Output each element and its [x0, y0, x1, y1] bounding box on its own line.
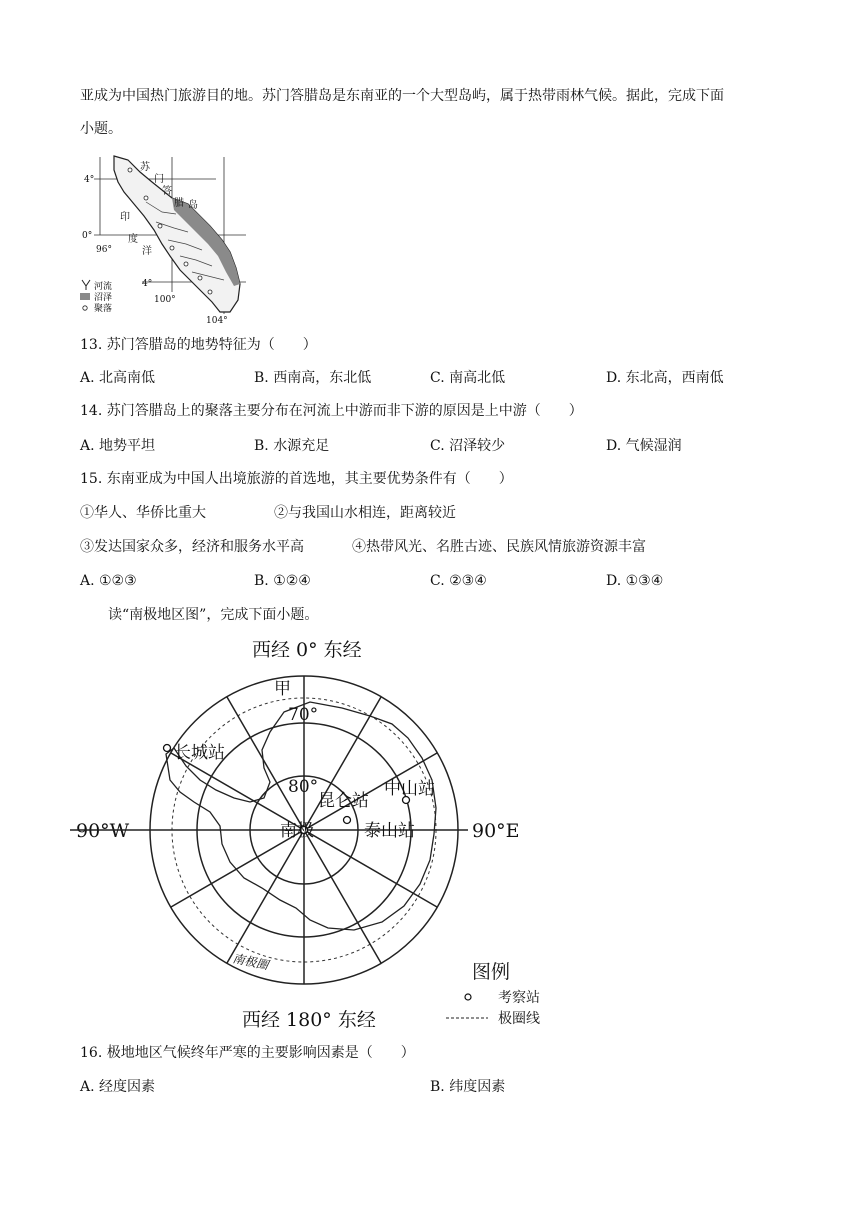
legend-station: 考察站: [498, 990, 540, 1006]
q15-option-b[interactable]: B. ①②④: [254, 573, 311, 589]
legend-settlement: 聚落: [94, 304, 113, 314]
lat-4n-label: 4°: [84, 175, 95, 185]
intro-line-1: 亚成为中国热门旅游目的地。苏门答腊岛是东南亚的一个大型岛屿，属于热带雨林气候。据此，完成下面: [80, 88, 724, 104]
label-la: 腊: [174, 198, 184, 209]
q15-option-a[interactable]: A. ①②③: [80, 573, 137, 589]
q13-option-d[interactable]: D. 东北高，西南低: [606, 370, 724, 386]
antarctica-continent: [166, 702, 436, 930]
lat-4s-label: 4°: [142, 279, 153, 289]
q15-item-1: ①华人、华侨比重大: [80, 505, 206, 521]
taishan-label: 泰山站: [364, 821, 415, 841]
q13-stem: 13. 苏门答腊岛的地势特征为（ ）: [80, 337, 317, 353]
q13-option-c[interactable]: C. 南高北低: [430, 370, 506, 386]
q16-option-a[interactable]: A. 经度因素: [80, 1079, 156, 1095]
lat-80-label: 80°: [288, 777, 319, 797]
q14-option-c[interactable]: C. 沼泽较少: [430, 438, 506, 454]
q15-option-c[interactable]: C. ②③④: [430, 573, 487, 589]
kunlun-label: 昆仑站: [318, 791, 369, 811]
label-su: 苏: [140, 162, 150, 173]
label-du: 度: [128, 234, 138, 245]
lon-104-label: 104°: [206, 316, 228, 326]
legend-title: 图例: [472, 961, 511, 983]
q15-stem: 15. 东南亚成为中国人出境旅游的首选地，其主要优势条件有（ ）: [80, 471, 513, 487]
right-longitude-label: 90°E: [472, 820, 520, 842]
label-men: 门: [154, 174, 164, 185]
jia-label: 甲: [274, 679, 291, 699]
q14-option-d[interactable]: D. 气候湿润: [606, 438, 682, 454]
lat-0-label: 0°: [82, 231, 93, 241]
q16-stem: 16. 极地地区气候终年严寒的主要影响因素是（ ）: [80, 1045, 415, 1061]
lon-96-label: 96°: [96, 245, 112, 255]
legend-circle: 极圈线: [498, 1011, 540, 1027]
q15-option-d[interactable]: D. ①③④: [606, 573, 664, 589]
q13-option-b[interactable]: B. 西南高，东北低: [254, 370, 372, 386]
antarctic-circle-label: 南极圈: [231, 951, 270, 973]
bottom-longitude-label: 西经 180° 东经: [242, 1009, 376, 1031]
lon-100-label: 100°: [154, 295, 176, 305]
sumatra-legend: [80, 280, 112, 314]
q16-option-b[interactable]: B. 纬度因素: [430, 1079, 506, 1095]
q14-option-b[interactable]: B. 水源充足: [254, 438, 330, 454]
antarctic-map: [70, 630, 570, 1035]
zhongshan-label: 中山站: [384, 779, 435, 799]
label-yang: 洋: [142, 246, 152, 257]
q15-item-2: ②与我国山水相连，距离较近: [274, 505, 456, 521]
station-legend-icon: [465, 994, 471, 1000]
left-longitude-label: 90°W: [76, 820, 130, 842]
antarctic-legend: [446, 961, 540, 1027]
river-legend-icon: [82, 280, 90, 290]
south-pole-label: 南极: [280, 821, 314, 841]
label-yin: 印: [120, 212, 130, 223]
antarctic-intro: 读“南极地区图”，完成下面小题。: [108, 607, 319, 623]
intro-line-2: 小题。: [80, 121, 122, 137]
sumatra-map: [76, 152, 256, 328]
q14-stem: 14. 苏门答腊岛上的聚落主要分布在河流上中游而非下游的原因是上中游（ ）: [80, 403, 583, 419]
q13-option-a[interactable]: A. 北高南低: [80, 370, 156, 386]
kunlun-station-dot: [344, 817, 351, 824]
label-da: 答: [162, 186, 172, 197]
great-wall-station-dot: [164, 745, 171, 752]
lat-70-label: 70°: [288, 705, 319, 725]
top-longitude-label: 西经 0° 东经: [252, 639, 362, 661]
legend-swamp: 沼泽: [94, 293, 113, 303]
legend-river: 河流: [94, 282, 113, 292]
great-wall-label: 长城站: [174, 743, 225, 763]
q14-option-a[interactable]: A. 地势平坦: [80, 438, 156, 454]
q15-item-4: ④热带风光、名胜古迹、民族风情旅游资源丰富: [352, 539, 646, 555]
label-dao: 岛: [188, 200, 198, 211]
settlement-legend-icon: [83, 306, 87, 310]
q15-item-3: ③发达国家众多，经济和服务水平高: [80, 539, 304, 555]
swamp-legend-icon: [80, 293, 90, 300]
